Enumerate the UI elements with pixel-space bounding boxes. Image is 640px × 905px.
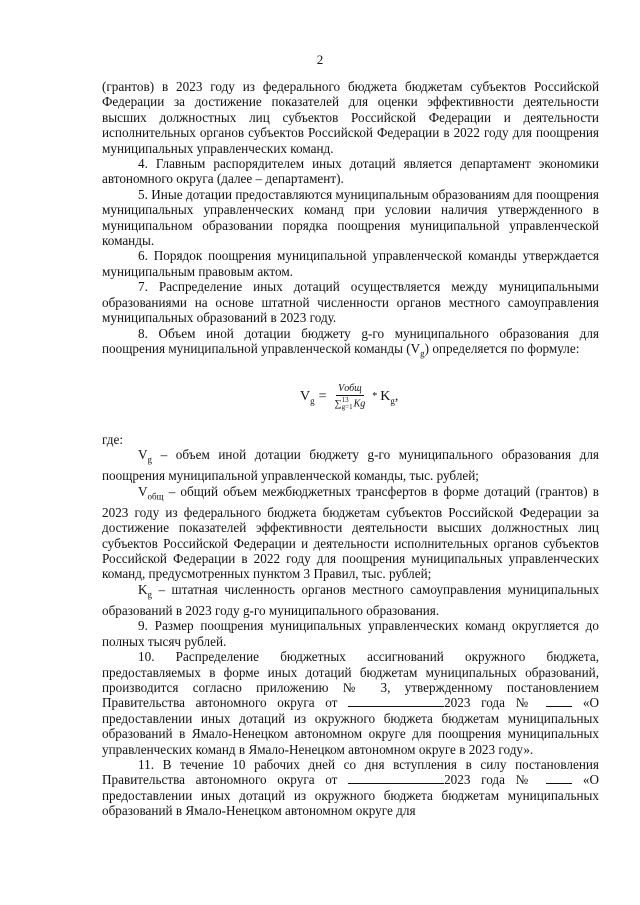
date-blank [348, 772, 444, 784]
formula-numerator: Vобщ [338, 382, 362, 394]
paragraph-grants-continuation: (грантов) в 2023 году из федерального бюджета бюджетам субъектов Российской Федерации за достижение показателей для оценки эффективности деятельности высших должностных лиц субъектов Российской Федерации и деятельности исполнительных органов субъектов Российской Федерации в 2022 году для поощрения муниципальных управленческих команд. [102, 79, 599, 156]
where-label: где: [102, 431, 123, 447]
paragraph-7: 7. Распределение иных дотаций осуществляется между муниципальными образованиями на основе штатной численности органов местного самоуправления муниципальных образований в 2023 году. [102, 279, 599, 326]
formula-denominator: ∑ 13 g=1 Kg [334, 395, 366, 411]
formula-lhs: $V_g$ [300, 388, 315, 406]
definition-kg: $K_g$ – штатная численность органов местного самоуправления муниципальных образований в 2023 году g-го муниципального образования. [102, 581, 599, 618]
paragraph-10: 10. Распределение бюджетных ассигнований окружного бюджета, предоставляемых в форме иных дотаций бюджетам муниципальных образований, производится согласно приложению № 3, утвержденному постановлением Правительства автономного округа от 2023 года № «О предоставлении иных дотаций из окружного бюджета бюджетам муниципальных образований в Ямало-Ненецком автономном округе для поощрения муниципальных управленческих команд в Ямало-Ненецком автономном округе в 2023 году». [102, 649, 599, 757]
definition-vg: $V_g$ – объем иной дотации бюджету g-го муниципального образования для поощрения муниципальной управленческой команды, тыс. рублей; [102, 447, 599, 484]
formula [102, 380, 599, 422]
paragraph-11: 11. В течение 10 рабочих дней со дня вступления в силу постановления Правительства автономного округа от 2023 года № «О предоставлении иных дотаций из окружного бюджета бюджетам муниципальных образований в Ямало-Ненецком автономном округе для [102, 757, 599, 819]
formula-rhs: $K_g$, [380, 388, 399, 406]
formula-multiply: * [372, 391, 378, 403]
number-blank [546, 695, 572, 707]
paragraph-4: 4. Главным распорядителем иных дотаций является департамент экономики автономного округа (далее – департамент). [102, 156, 599, 187]
formula-equals: = [318, 389, 327, 405]
document-body [102, 79, 599, 819]
date-blank [348, 695, 444, 707]
formula-fraction [335, 384, 366, 411]
paragraph-6: 6. Порядок поощрения муниципальной управленческой команды утверждается муниципальным правовым актом. [102, 248, 599, 279]
page-number: 2 [316, 52, 324, 67]
definition-vobshch: $V_{общ}$ – общий объем межбюджетных трансфертов в форме дотаций (грантов) в 2023 году из федерального бюджета бюджетам субъектов Российской Федерации за достижение показателей эффективности деятельности высших должностных лиц субъектов Российской Федерации и деятельности исполнительных органов субъектов Российской Федерации в 2022 году для поощрения муниципальных управленческих команд, предусмотренных пунктом 3 Правил, тыс. рублей; [102, 483, 599, 582]
paragraph-9: 9. Размер поощрения муниципальных управленческих команд округляется до полных тысяч рублей. [102, 618, 599, 649]
paragraph-5: 5. Иные дотации предоставляются муниципальным образованиям для поощрения муниципальных управленческих команд при условии наличия утвержденного в муниципальном образовании порядка поощрения муниципальной управленческой команды. [102, 186, 599, 249]
number-blank [546, 772, 572, 784]
paragraph-8: 8. Объем иной дотации бюджету g-го муниципального образования для поощрения муниципальной управленческой команды $(V_g)$ определяется по формуле: [102, 325, 599, 359]
